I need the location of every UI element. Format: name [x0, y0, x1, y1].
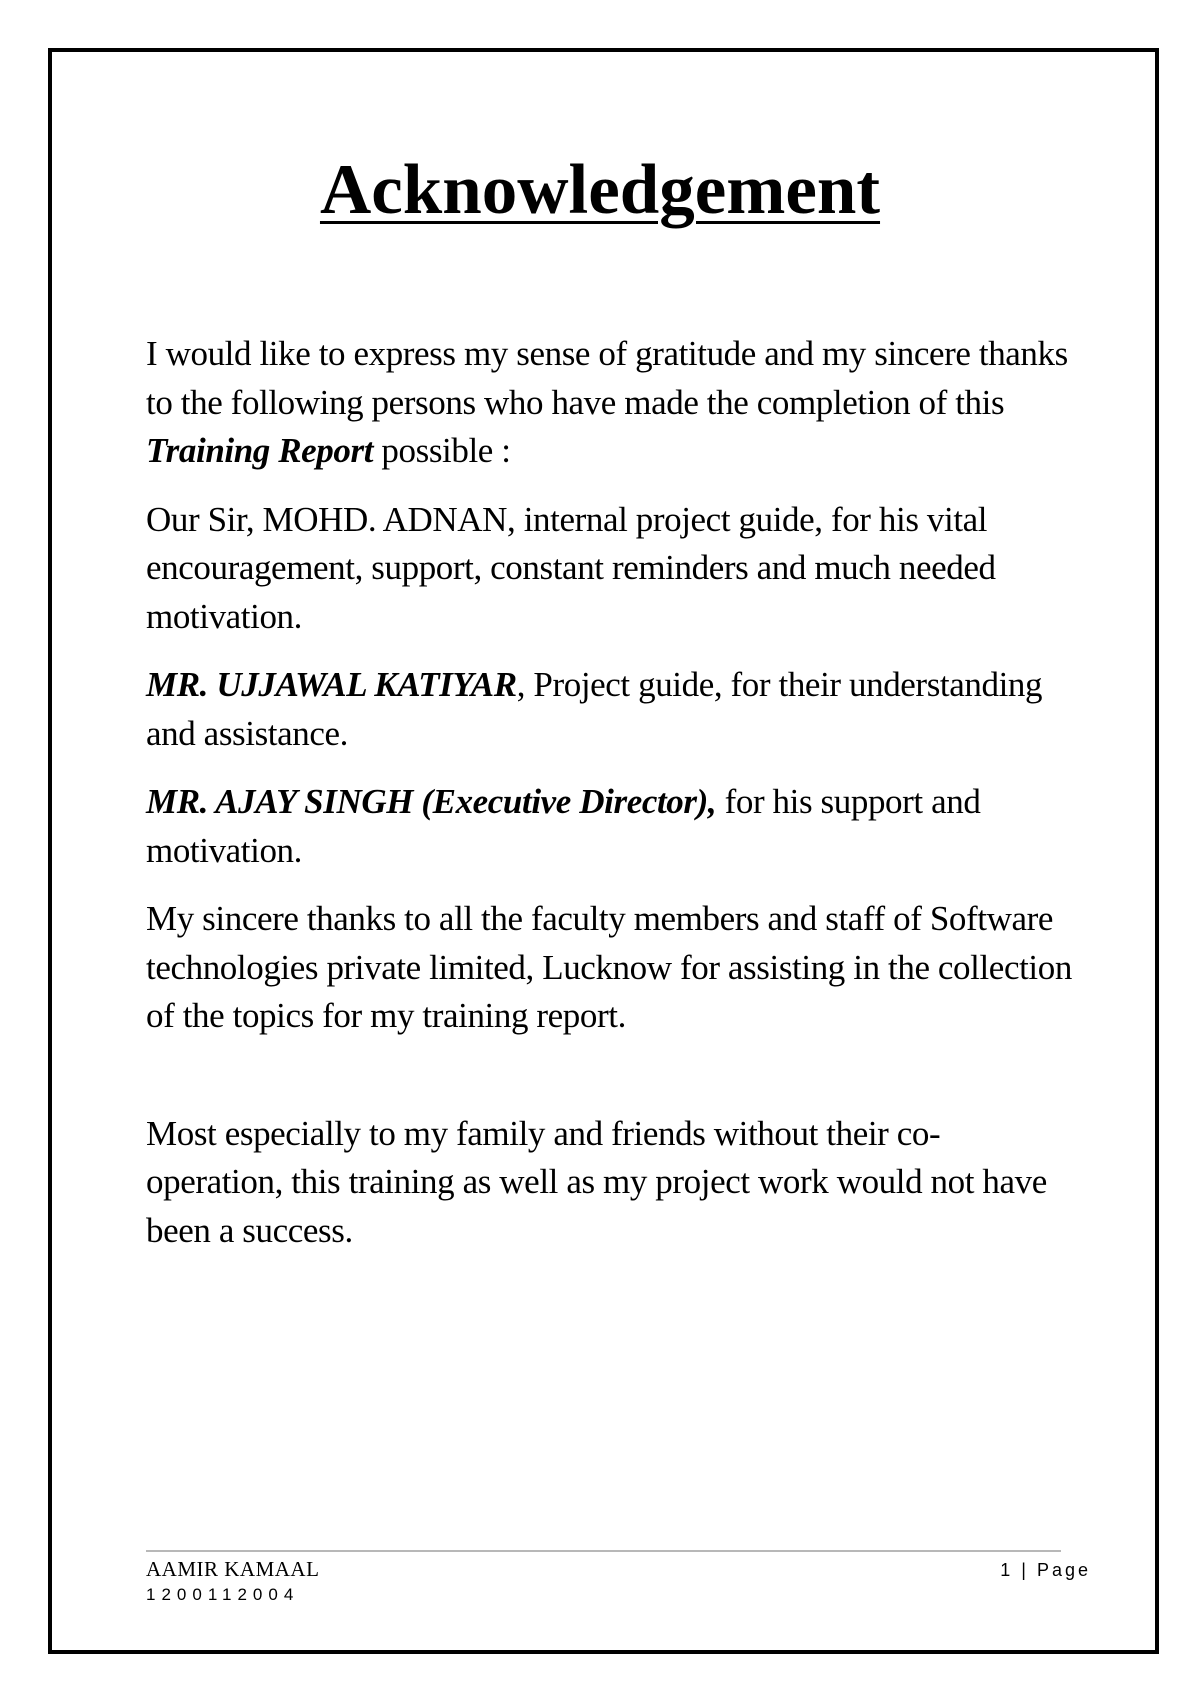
page-title-text: Acknowledgement — [319, 151, 881, 229]
paragraph-executive-director — [146, 778, 1076, 875]
paragraph-intro — [146, 330, 1076, 476]
executive-director-text: for his support and motivation. — [146, 782, 981, 870]
executive-director-name: MR. AJAY SINGH (Executive Director) — [146, 782, 708, 821]
paragraph-faculty — [146, 895, 1076, 1041]
footer-roll-number: 1200112004 — [146, 1585, 300, 1604]
page-number: 1 — [1000, 1560, 1014, 1580]
intro-text-end: possible : — [373, 431, 511, 470]
page-title — [0, 150, 1200, 230]
project-guide-text: , Project guide, for their understanding and assistance. — [146, 665, 1043, 753]
report-title-emphasis: Training Report — [146, 431, 374, 470]
internal-guide-text: Our Sir, MOHD. ADNAN, internal project guide, for his vital encouragement, support, constant reminders and much needed motivation. — [146, 499, 996, 636]
page-label: | Page — [1021, 1560, 1091, 1580]
faculty-text: My sincere thanks to all the faculty members and staff of Software technologies private limited, Lucknow for assisting in the collection of the topics for my training report. — [146, 899, 1072, 1035]
document-body — [146, 330, 1076, 1275]
project-guide-name: MR. UJJAWAL KATIYAR — [146, 665, 517, 704]
footer-page-indicator — [1000, 1558, 1091, 1582]
footer-divider — [146, 1550, 1061, 1552]
footer-author-name: AAMIR KAMAAL — [146, 1557, 320, 1581]
paragraph-project-guide — [146, 661, 1076, 758]
intro-text: I would like to express my sense of gratitude and my sincere thanks to the following persons who have made the completion of this — [146, 334, 1068, 422]
paragraph-internal-guide — [146, 496, 1076, 642]
paragraph-family — [146, 1110, 1076, 1256]
executive-director-comma: , — [707, 782, 717, 821]
family-text: Most especially to my family and friends without their co-operation, this training as well as my project work would not have been a success. — [146, 1113, 1047, 1250]
